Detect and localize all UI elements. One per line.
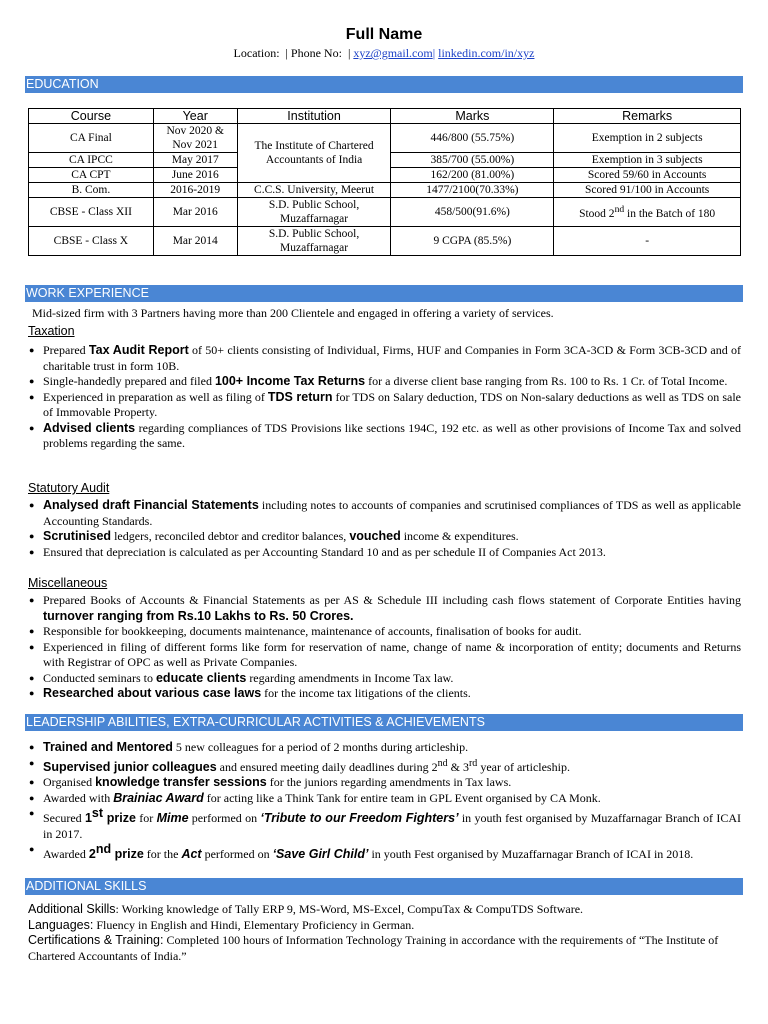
cell-marks: 385/700 (55.00%) <box>391 153 554 168</box>
section-header-education: EDUCATION <box>25 76 743 93</box>
cell-year: Mar 2014 <box>153 227 237 256</box>
list-item: ● Advised clients regarding compliances of TDS Provisions like sections 194C, 192 etc. as well as other provisions of Income Tax and solved problems regarding the same. <box>29 421 741 452</box>
cell-remarks: Scored 59/60 in Accounts <box>554 168 741 183</box>
cell-year: May 2017 <box>153 153 237 168</box>
remarks-superscript: nd <box>614 204 625 216</box>
firm-intro: Mid-sized firm with 3 Partners having more than 200 Clientele and engaged in offering a variety of services. <box>32 306 554 320</box>
cell-institution: C.C.S. University, Meerut <box>237 183 391 198</box>
audit-list-block <box>29 498 741 560</box>
table-header-row <box>29 109 741 124</box>
subheading-taxation: Taxation <box>28 324 75 338</box>
list-item: ● Prepared Books of Accounts & Financial Statements as per AS & Schedule III including cash flows statement of Corporate Entities having turnover ranging from Rs.10 Lakhs to Rs. 50 Crores. <box>29 593 741 624</box>
candidate-name: Full Name <box>345 26 423 43</box>
misc-list-block <box>29 593 741 702</box>
location-label: Location: <box>233 46 280 60</box>
taxation-list <box>29 343 741 452</box>
list-item: ● Scrutinised ledgers, reconciled debtor and creditor balances, vouched income & expenditures. <box>29 529 741 545</box>
table-row <box>29 198 741 227</box>
list-item: ● Supervised junior colleagues and ensured meeting daily deadlines during 2nd & 3rd year of articleship. <box>29 756 741 776</box>
section-header-work-experience: WORK EXPERIENCE <box>25 285 743 302</box>
taxation-list-block <box>29 343 741 452</box>
col-header-year: Year <box>153 109 237 124</box>
list-item: ● Conducted seminars to educate clients regarding amendments in Income Tax law. <box>29 671 741 687</box>
cell-marks: 1477/2100(70.33%) <box>391 183 554 198</box>
remarks-text-end: in the Batch of 180 <box>624 207 716 220</box>
skills-line <box>28 902 742 918</box>
list-item: ● Awarded 2nd prize for the Act performed on ‘Save Girl Child’ in youth Fest organised by Muzaffarnagar Branch of ICAI in 2018. <box>29 842 741 863</box>
cell-course: CBSE - Class XII <box>29 198 154 227</box>
cell-course: CA IPCC <box>29 153 154 168</box>
email-separator: | <box>347 46 351 60</box>
phone-label: | Phone No: <box>285 46 342 60</box>
certifications-text: Completed 100 hours of Information Technology Training in accordance with the requirements of “The Institute of Chartered Accountants of India.” <box>28 933 719 963</box>
col-header-remarks: Remarks <box>554 109 741 124</box>
cell-marks: 9 CGPA (85.5%) <box>391 227 554 256</box>
col-header-course: Course <box>29 109 154 124</box>
cell-remarks: Exemption in 2 subjects <box>554 124 741 153</box>
cell-remarks: Scored 91/100 in Accounts <box>554 183 741 198</box>
cell-year: June 2016 <box>153 168 237 183</box>
list-item: ● Ensured that depreciation is calculated as per Accounting Standard 10 and as per schedule II of Companies Act 2013. <box>29 545 741 561</box>
col-header-institution: Institution <box>237 109 391 124</box>
list-item: ● Awarded with Brainiac Award for acting like a Think Tank for entire team in GPL Event organised by CA Monk. <box>29 791 741 807</box>
email-link[interactable]: xyz@gmail.com <box>353 46 433 60</box>
link-separator: | <box>432 46 436 60</box>
audit-list <box>29 498 741 560</box>
cell-course: CBSE - Class X <box>29 227 154 256</box>
cell-year: 2016-2019 <box>153 183 237 198</box>
cell-year: Mar 2016 <box>153 198 237 227</box>
subheading-miscellaneous: Miscellaneous <box>28 576 108 590</box>
cell-course: CA Final <box>29 124 154 153</box>
cell-marks: 458/500(91.6%) <box>391 198 554 227</box>
cell-course: CA CPT <box>29 168 154 183</box>
cell-marks: 446/800 (55.75%) <box>391 124 554 153</box>
col-header-marks: Marks <box>391 109 554 124</box>
languages-line <box>28 918 742 934</box>
list-item: ● Prepared Tax Audit Report of 50+ clients consisting of Individual, Firms, HUF and Companies in Form 3CA-3CD & Form 3CB-3CD and of charitable trust in form 10B. <box>29 343 741 374</box>
list-item: ● Experienced in preparation as well as filing of TDS return for TDS on Salary deduction, TDS on Non-salary deductions as well as TDS on sale of Immovable Property. <box>29 390 741 421</box>
table-row <box>29 124 741 153</box>
education-table <box>28 108 741 256</box>
languages-text: Fluency in English and Hindi, Elementary Proficiency in German. <box>93 917 415 932</box>
cell-marks: 162/200 (81.00%) <box>391 168 554 183</box>
remarks-text: Stood 2 <box>579 207 615 220</box>
languages-label: Languages: <box>28 917 94 932</box>
subheading-statutory-audit: Statutory Audit <box>28 481 110 495</box>
list-item: ● Secured 1st prize for Mime performed on ‘Tribute to our Freedom Fighters’ in youth fest organised by Muzaffarnagar Branch of ICAI in 2017. <box>29 806 741 842</box>
skills-label: Additional Skills <box>28 902 116 916</box>
certifications-label: Certifications & Training: <box>28 933 164 947</box>
cell-remarks: Exemption in 3 subjects <box>554 153 741 168</box>
cell-remarks: - <box>554 227 741 256</box>
table-row <box>29 183 741 198</box>
contact-line <box>0 46 768 61</box>
section-header-additional-skills: ADDITIONAL SKILLS <box>25 878 743 895</box>
cell-course: B. Com. <box>29 183 154 198</box>
certifications-line <box>28 933 742 964</box>
list-item: ● Organised knowledge transfer sessions for the juniors regarding amendments in Tax laws. <box>29 775 741 791</box>
section-header-leadership: LEADERSHIP ABILITIES, EXTRA-CURRICULAR ACTIVITIES & ACHIEVEMENTS <box>25 714 743 731</box>
list-item: ● Researched about various case laws for the income tax litigations of the clients. <box>29 686 741 702</box>
list-item: ● Responsible for bookkeeping, documents maintenance, maintenance of accounts, finalisation of books for audit. <box>29 624 741 640</box>
cell-institution: S.D. Public School, Muzaffarnagar <box>237 227 391 256</box>
cell-institution: The Institute of Chartered Accountants of India <box>237 124 391 183</box>
list-item: ● Single-handedly prepared and filed 100+ Income Tax Returns for a diverse client base ranging from Rs. 100 to Rs. 1 Cr. of Total Income. <box>29 374 741 390</box>
table-row <box>29 227 741 256</box>
list-item: ● Analysed draft Financial Statements including notes to accounts of companies and scrutinised compliances of TDS as well as applicable Accounting Standards. <box>29 498 741 529</box>
list-item: ● Experienced in filing of different forms like form for reservation of name, change of name & incorporation of entity; documents and Returns with Registrar of OPC as well as Private Companies. <box>29 640 741 671</box>
linkedin-link[interactable]: linkedin.com/in/xyz <box>438 46 535 60</box>
cell-remarks <box>554 198 741 227</box>
additional-skills-block <box>28 902 742 964</box>
skills-text: : Working knowledge of Tally ERP 9, MS-Word, MS-Excel, CompuTax & CompuTDS Software. <box>115 902 584 916</box>
cell-year: Nov 2020 & Nov 2021 <box>153 124 237 153</box>
list-item: ● Trained and Mentored 5 new colleagues for a period of 2 months during articleship. <box>29 740 741 756</box>
leadership-list <box>29 740 741 863</box>
leadership-list-block <box>29 740 741 863</box>
misc-list <box>29 593 741 702</box>
cell-institution: S.D. Public School, Muzaffarnagar <box>237 198 391 227</box>
